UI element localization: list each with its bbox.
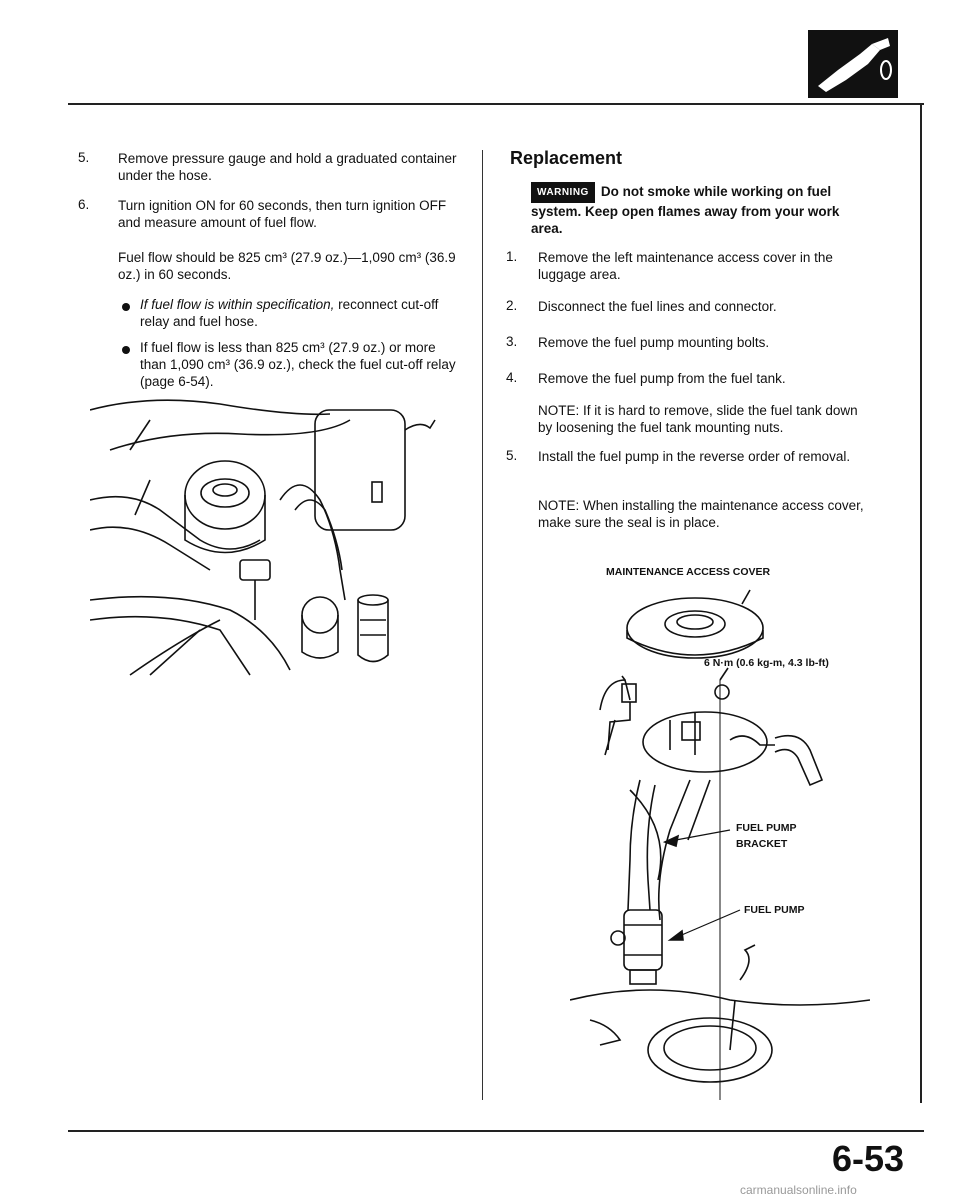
step-text: Install the fuel pump in the reverse order of removal. [538, 449, 851, 464]
fuel-nozzle-icon [808, 30, 898, 98]
step-text: Remove pressure gauge and hold a graduated container under the hose. [118, 151, 457, 183]
step-text: Remove the fuel pump from the fuel tank. [538, 371, 786, 386]
bracket-label-line1: FUEL PUMP [736, 822, 797, 834]
fuel-pump-label: FUEL PUMP [744, 904, 805, 916]
bracket-label-line2: BRACKET [736, 838, 788, 850]
section-title: Replacement [510, 148, 623, 168]
step-number: 3. [506, 334, 518, 349]
warning-notice [531, 182, 871, 237]
bullet-emphasis: If fuel flow is within specification, [140, 297, 335, 312]
step-text: Disconnect the fuel lines and connector. [538, 299, 777, 314]
column-divider [482, 150, 483, 1100]
bottom-rule [68, 1130, 924, 1132]
site-watermark: carmanualsonline.info [740, 1183, 857, 1197]
torque-spec-label: 6 N·m (0.6 kg-m, 4.3 lb-ft) [704, 657, 829, 669]
step-number: 2. [506, 298, 518, 313]
warning-badge: WARNING [531, 182, 595, 203]
bullet-rest: reconnect cut-off relay and fuel hose. [140, 297, 439, 329]
note-text: NOTE: When installing the maintenance access cover, make sure the seal is in place. [538, 498, 864, 530]
note-text: NOTE: If it is hard to remove, slide the fuel tank down by loosening the fuel tank mounting nuts. [538, 403, 858, 435]
bullet-dot [122, 303, 130, 311]
step-number: 1. [506, 249, 518, 264]
step-number: 5. [78, 150, 90, 165]
bullet-item [140, 296, 460, 330]
step-number: 5. [506, 448, 518, 463]
step-text: Remove the fuel pump mounting bolts. [538, 335, 770, 350]
warning-text: Do not smoke while working on fuel system. Keep open flames away from your work area. [531, 184, 840, 236]
step-text: Remove the left maintenance access cover in the luggage area. [538, 250, 833, 282]
top-rule [68, 103, 924, 105]
bullet-item: If fuel flow is less than 825 cm³ (27.9 oz.) or more than 1,090 cm³ (36.9 oz.), check the fuel cut-off relay (page 6-54). [140, 340, 456, 389]
step-number: 6. [78, 197, 90, 212]
fuel-flow-test-illustration [90, 390, 440, 680]
step-text: Turn ignition ON for 60 seconds, then turn ignition OFF and measure amount of fuel flow. [118, 198, 447, 230]
page-number: 6-53 [832, 1138, 905, 1179]
bullet-dot [122, 346, 130, 354]
maintenance-cover-label: MAINTENANCE ACCESS COVER [606, 566, 771, 578]
step-number: 4. [506, 370, 518, 385]
right-rule [920, 103, 922, 1103]
fuel-flow-spec: Fuel flow should be 825 cm³ (27.9 oz.)—1,090 cm³ (36.9 oz.) in 60 seconds. [118, 250, 456, 282]
